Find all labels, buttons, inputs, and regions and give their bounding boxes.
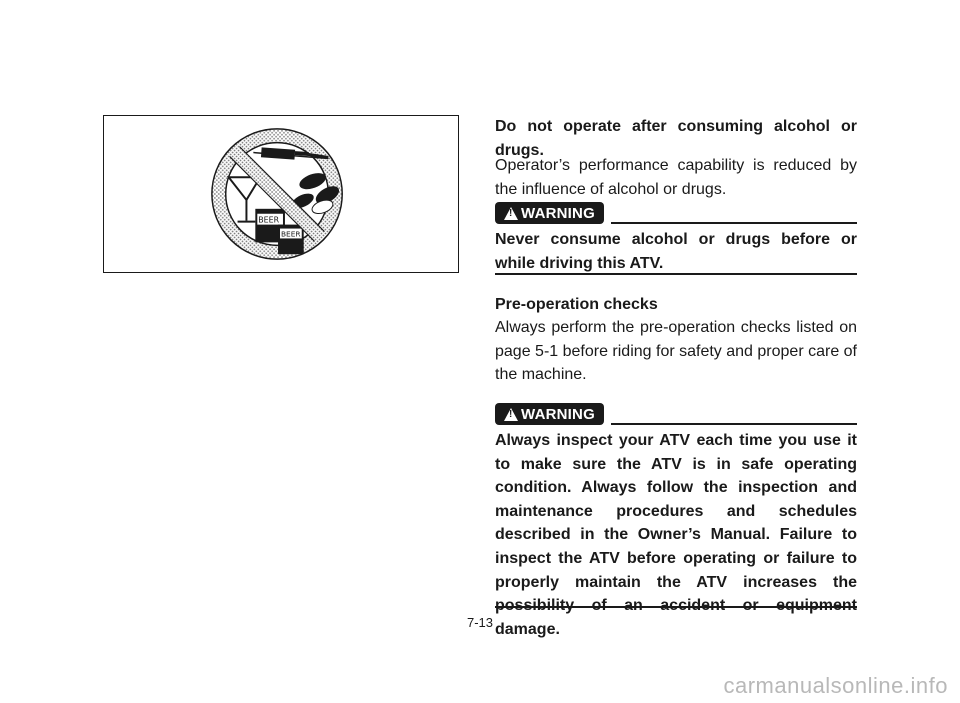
warning-text-2: Always inspect your ATV each time you use it to make sure the ATV is in safe operating condition. Always follow the inspection and maintenance procedures and schedules described in the Owner’s Manual. Failure to inspect the ATV before operating or failure to properly maintain the ATV increases the possibility of an accident or equipment damage. [495,432,857,638]
warning-badge-label: WARNING [521,405,595,423]
warning-triangle-icon: ! [504,408,518,421]
alcohol-drugs-heading: Do not operate after consuming alcohol or drugs. [495,118,857,159]
page-number: 7-13 [466,615,494,630]
warning-triangle-icon: ! [504,207,518,220]
no-alcohol-drugs-illustration [103,115,459,273]
warning-badge [495,202,604,224]
beer-label-1: BEER [258,215,280,225]
alcohol-drugs-body: Operator’s performance capability is reduced by the influence of alcohol or drugs. [495,157,857,198]
warning-header-1 [495,202,857,228]
divider [611,222,857,224]
warning-header-2 [495,403,857,429]
pre-operation-heading: Pre-operation checks [495,296,658,313]
divider [495,273,857,275]
watermark: carmanualsonline.info [723,673,948,698]
pre-operation-body: Always perform the pre-operation checks listed on page 5-1 before riding for safety and proper care of the machine. [495,319,857,383]
divider [611,423,857,425]
beer-label-2: BEER [281,229,301,239]
prohibition-sign-icon [104,116,458,272]
beer-can-icon [278,225,304,255]
warning-text-1: Never consume alcohol or drugs before or while driving this ATV. [495,231,857,272]
warning-badge-label: WARNING [521,204,595,222]
divider [495,606,857,608]
warning-badge [495,403,604,425]
